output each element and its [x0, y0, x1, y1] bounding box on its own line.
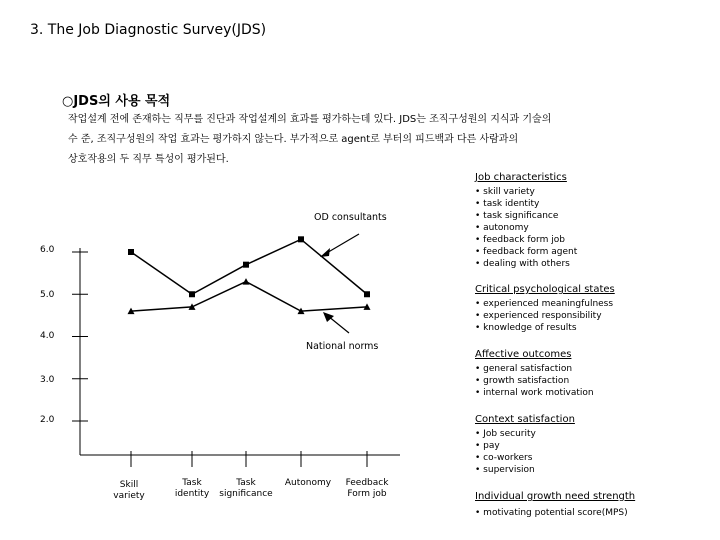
affective-outcomes-panel [475, 349, 594, 399]
growth-need-panel [475, 491, 635, 519]
panel-heading: Individual growth need strength [475, 491, 636, 502]
data-point [298, 236, 304, 242]
list-item: • task identity [475, 198, 577, 210]
data-point [243, 262, 249, 268]
list-item: • experienced meaningfulness [475, 298, 615, 310]
y-tick-label: 5.0 [40, 290, 55, 300]
list-item: • growth satisfaction [475, 375, 594, 387]
list-item: • pay [475, 440, 575, 452]
list-item: • task significance [475, 210, 577, 222]
data-point [128, 249, 134, 255]
panel-heading: Affective outcomes [475, 349, 572, 360]
data-point [243, 278, 250, 285]
panel-heading: Context satisfaction [475, 414, 575, 425]
list-item: • feedback form agent [475, 246, 577, 258]
panel-heading: Critical psychological states [475, 284, 615, 295]
y-tick-label: 2.0 [40, 415, 55, 425]
od-consultants-label: OD consultants [314, 212, 387, 223]
description-line: 수 준, 조직구성원의 작업 효과는 평가하지 않는다. 부가적으로 agent로 부터의 피드백과 다른 사람과의 [68, 134, 519, 145]
list-item: • supervision [475, 464, 575, 476]
y-tick-label: 3.0 [40, 375, 55, 385]
list-item: • internal work motivation [475, 387, 594, 399]
job-characteristics-panel [475, 172, 577, 270]
purpose-heading: ○JDS의 사용 목적 [62, 94, 171, 109]
list-item: • experienced responsibility [475, 310, 615, 322]
list-item: • motivating potential score(MPS) [475, 507, 635, 519]
x-tick-label: Skill variety [113, 480, 145, 501]
y-tick-label: 4.0 [40, 331, 55, 341]
x-tick-label: Task significance [219, 478, 273, 499]
data-point [364, 291, 370, 297]
context-satisfaction-panel [475, 414, 575, 476]
national-norms-label: National norms [306, 341, 379, 352]
list-item: • dealing with others [475, 258, 577, 270]
national-arrow-head [323, 312, 334, 322]
y-tick-label: 6.0 [40, 245, 55, 255]
description-line: 작업설계 전에 존재하는 직무를 진단과 작업설계의 효과를 평가하는데 있다. JDS는 조직구성원의 지식과 기술의 [68, 114, 552, 125]
description-line: 상호작용의 두 직무 특성이 평가된다. [68, 154, 229, 165]
list-item: • feedback form job [475, 234, 577, 246]
national-arrow [328, 316, 349, 333]
x-tick-label: Autonomy [284, 478, 332, 488]
x-tick-label: Feedback Form job [345, 478, 389, 499]
list-item: • skill variety [475, 186, 577, 198]
list-item: • Job security [475, 428, 575, 440]
x-tick-label: Task identity [174, 478, 210, 499]
page-title: 3. The Job Diagnostic Survey(JDS) [30, 22, 267, 38]
psychological-states-panel [475, 284, 615, 334]
data-point [189, 291, 195, 297]
list-item: • co-workers [475, 452, 575, 464]
panel-heading: Job characteristics [475, 172, 567, 183]
od-arrow [325, 234, 359, 254]
list-item: • knowledge of results [475, 322, 615, 334]
list-item: • general satisfaction [475, 363, 594, 375]
list-item: • autonomy [475, 222, 577, 234]
series-line [131, 282, 367, 312]
